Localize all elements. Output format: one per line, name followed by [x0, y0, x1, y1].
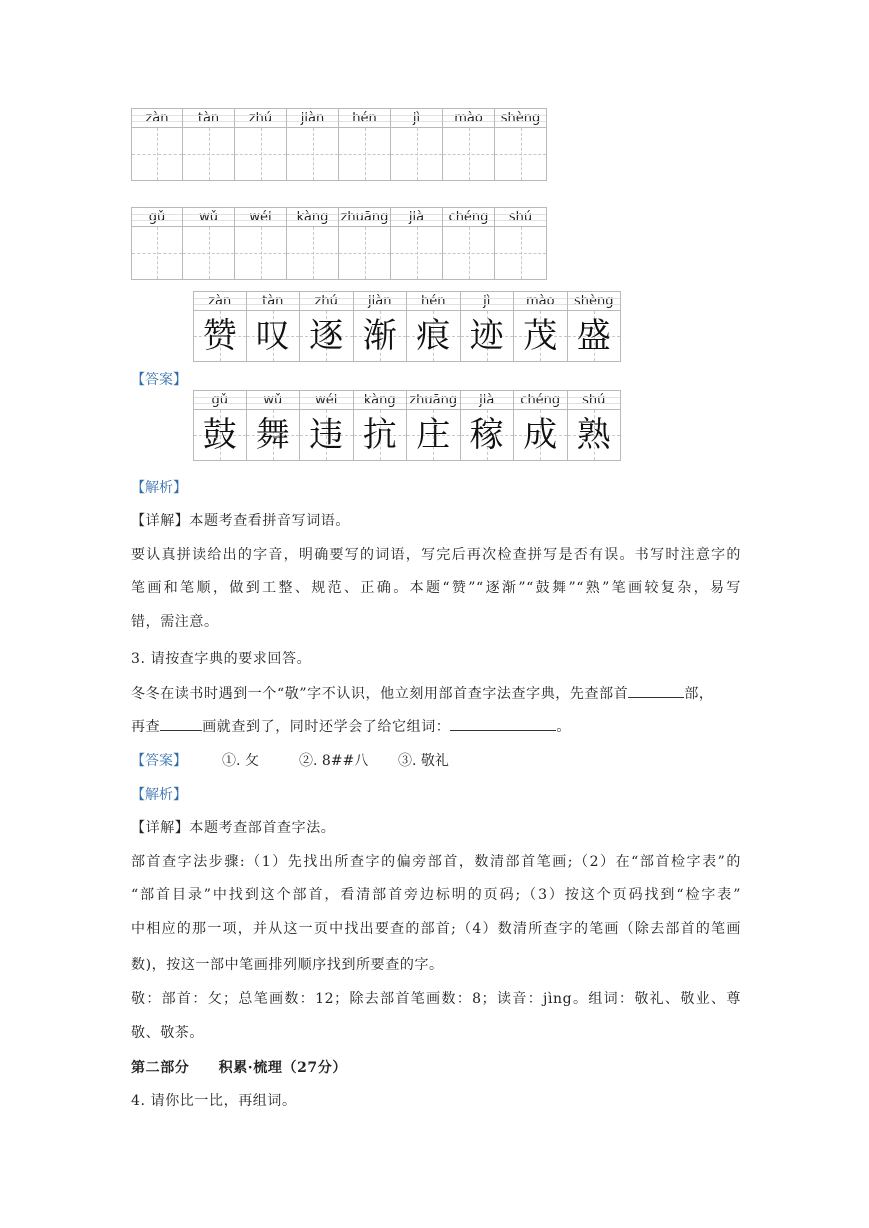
writing-box	[514, 311, 567, 362]
q2-detail: 【详解】本题考查看拼音写词语。	[131, 513, 350, 529]
writing-box	[461, 311, 514, 362]
answer-label: 【答案】	[131, 372, 187, 388]
pinyin: shú	[495, 207, 546, 227]
answer-grid-2	[193, 390, 621, 461]
hanzi: 熟	[576, 415, 611, 455]
q3-answer-3: ③. 敬礼	[398, 753, 449, 769]
writing-box	[194, 410, 246, 461]
grid-cell	[131, 207, 183, 280]
grid-cell	[391, 108, 443, 181]
writing-box	[300, 410, 353, 461]
pinyin: jiàn	[354, 291, 407, 311]
pinyin: jì	[461, 291, 514, 311]
pinyin: kàng	[354, 390, 407, 410]
hanzi: 庄	[416, 415, 451, 455]
pinyin: shèng	[495, 108, 546, 128]
pinyin: zhú	[300, 291, 353, 311]
hanzi: 抗	[362, 415, 397, 455]
writing-box	[132, 128, 182, 181]
writing-box	[194, 311, 246, 362]
hanzi: 迹	[469, 316, 504, 356]
grid-cell	[407, 291, 461, 362]
writing-box	[495, 227, 546, 280]
q3-para-4: 数)，按这一部中笔画排列顺序找到所要查的字。	[131, 957, 444, 973]
grid-cell	[235, 108, 287, 181]
pinyin: tàn	[247, 291, 300, 311]
pinyin: chéng	[514, 390, 567, 410]
radical-blank[interactable]	[628, 683, 684, 698]
grid-cell	[247, 291, 301, 362]
strokes-blank[interactable]	[160, 716, 202, 731]
writing-box	[235, 128, 286, 181]
grid-cell	[300, 291, 354, 362]
writing-box	[183, 128, 234, 181]
hanzi: 痕	[416, 316, 451, 356]
section-title: 第二部分 积累·梳理（27分）	[131, 1060, 347, 1076]
writing-box	[354, 410, 407, 461]
pinyin: shèng	[568, 291, 621, 311]
grid-cell	[131, 108, 183, 181]
q3-title: 3. 请按查字典的要求回答。	[131, 651, 312, 667]
grid-cell	[339, 207, 391, 280]
pinyin: mào	[443, 108, 494, 128]
grid-cell	[407, 390, 461, 461]
writing-box	[300, 311, 353, 362]
pinyin: tàn	[183, 108, 234, 128]
writing-box	[443, 227, 494, 280]
grid-cell	[193, 291, 247, 362]
q3-detail: 【详解】本题考查部首查字法。	[131, 820, 336, 836]
q3-line-2-end: 。	[556, 719, 572, 735]
writing-box	[495, 128, 546, 181]
pinyin: zhuāng	[407, 390, 460, 410]
grid-cell	[568, 390, 622, 461]
grid-cell	[461, 390, 515, 461]
q3-answer-2: ②. 8##八	[299, 753, 369, 769]
pinyin: jià	[391, 207, 442, 227]
hanzi: 茂	[523, 316, 558, 356]
grid-cell	[339, 108, 391, 181]
writing-box	[354, 311, 407, 362]
pinyin: zhú	[235, 108, 286, 128]
q3-answer-1: ①. 攵	[222, 753, 259, 769]
pinyin: hén	[407, 291, 460, 311]
writing-box	[514, 410, 567, 461]
q3-analysis-label: 【解析】	[131, 787, 187, 803]
grid-cell	[354, 390, 408, 461]
grid-cell	[247, 390, 301, 461]
q3-para-6: 敬、敬茶。	[131, 1025, 204, 1041]
writing-box	[339, 227, 390, 280]
writing-box	[247, 410, 300, 461]
grid-cell	[495, 108, 547, 181]
pinyin: jiàn	[287, 108, 338, 128]
writing-box	[391, 227, 442, 280]
writing-box	[183, 227, 234, 280]
pinyin: mào	[514, 291, 567, 311]
writing-box	[339, 128, 390, 181]
grid-cell	[287, 108, 339, 181]
q2-line-2: 笔画和笔顺，做到工整、规范、正确。本题“赞”“逐渐”“鼓舞”“熟”笔画较复杂，易写	[131, 580, 741, 596]
q3-answer-label: 【答案】	[131, 753, 187, 769]
grid-cell	[235, 207, 287, 280]
pinyin: chéng	[443, 207, 494, 227]
hanzi: 舞	[255, 415, 290, 455]
writing-box	[132, 227, 182, 280]
hanzi: 鼓	[202, 415, 237, 455]
q2-line-1: 要认真拼读给出的字音，明确要写的词语，写完后再次检查拼写是否有误。书写时注意字的	[131, 547, 741, 563]
grid-cell	[514, 390, 568, 461]
hanzi: 赞	[202, 316, 237, 356]
hanzi: 盛	[576, 316, 611, 356]
hanzi: 叹	[255, 316, 290, 356]
q3-para-3: 中相应的那一项，并从这一页中找出要查的部首;（4）数清所查字的笔画（除去部首的笔画	[131, 921, 741, 937]
answer-grid-1	[193, 291, 621, 362]
pinyin: gǔ	[194, 390, 246, 410]
writing-box	[568, 410, 621, 461]
writing-box	[443, 128, 494, 181]
hanzi: 渐	[362, 316, 397, 356]
pinyin: wéi	[300, 390, 353, 410]
pinyin: zàn	[132, 108, 182, 128]
writing-box	[391, 128, 442, 181]
writing-box	[287, 128, 338, 181]
grid-cell	[443, 108, 495, 181]
pinyin: wǔ	[183, 207, 234, 227]
q3-para-5: 敬：部首：攵；总笔画数：12；除去部首笔画数：8；读音：jìng。组词：敬礼、敬业、尊	[131, 991, 741, 1007]
writing-box	[235, 227, 286, 280]
analysis-label: 【解析】	[131, 480, 187, 496]
writing-box	[287, 227, 338, 280]
hanzi: 逐	[309, 316, 344, 356]
grid-cell	[461, 291, 515, 362]
grid-cell	[183, 207, 235, 280]
q3-para-1: 部首查字法步骤:（1）先找出所查字的偏旁部首，数清部首笔画;（2）在“部首检字表”的	[131, 854, 741, 870]
q3-line-1-text: 冬冬在读书时遇到一个“敬”字不认识，他立刻用部首查字法查字典，先查部首	[131, 686, 629, 702]
grid-cell	[495, 207, 547, 280]
grid-cell	[193, 390, 247, 461]
writing-box	[407, 311, 460, 362]
q2-line-3: 错，需注意。	[131, 614, 219, 630]
word-blank[interactable]	[450, 716, 556, 731]
grid-cell	[391, 207, 443, 280]
q3-line-2	[131, 716, 741, 737]
q3-line-2-start: 再查	[131, 719, 161, 735]
hanzi: 违	[309, 415, 344, 455]
grid-cell	[443, 207, 495, 280]
q3-line-1	[131, 683, 741, 704]
q3-line-1-end: 部，	[684, 686, 714, 702]
pinyin: hén	[339, 108, 390, 128]
grid-cell	[300, 390, 354, 461]
writing-box	[568, 311, 621, 362]
grid-cell	[514, 291, 568, 362]
pinyin: jì	[391, 108, 442, 128]
pinyin: gǔ	[132, 207, 182, 227]
hanzi: 稼	[469, 415, 504, 455]
q3-para-2: “部首目录”中找到这个部首，看清部首旁边标明的页码;（3）按这个页码找到“检字表”	[131, 887, 741, 903]
writing-box	[461, 410, 514, 461]
q4-title: 4. 请你比一比，再组词。	[131, 1093, 297, 1109]
pinyin-grid-2	[131, 207, 547, 280]
pinyin: zhuāng	[339, 207, 390, 227]
pinyin: wéi	[235, 207, 286, 227]
grid-cell	[287, 207, 339, 280]
grid-cell	[183, 108, 235, 181]
q3-line-2-mid: 画就查到了，同时还学会了给它组词：	[202, 719, 451, 735]
pinyin: zàn	[194, 291, 246, 311]
pinyin: kàng	[287, 207, 338, 227]
hanzi: 成	[523, 415, 558, 455]
grid-cell	[354, 291, 408, 362]
writing-box	[247, 311, 300, 362]
grid-cell	[568, 291, 622, 362]
pinyin: shú	[568, 390, 621, 410]
pinyin: jià	[461, 390, 514, 410]
pinyin-grid-1	[131, 108, 547, 181]
writing-box	[407, 410, 460, 461]
pinyin: wǔ	[247, 390, 300, 410]
